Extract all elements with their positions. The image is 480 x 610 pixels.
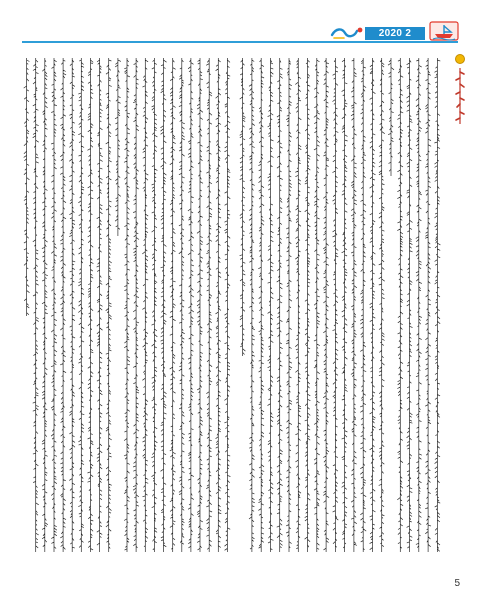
sun-bullet-icon xyxy=(455,54,465,64)
script-line xyxy=(370,58,376,552)
issue-badge: 2020 2 xyxy=(365,27,425,40)
script-line xyxy=(286,58,292,552)
script-line xyxy=(397,58,403,552)
script-line xyxy=(161,58,167,552)
script-line xyxy=(258,58,264,552)
script-line xyxy=(78,58,84,552)
script-line xyxy=(351,58,357,552)
script-line xyxy=(224,58,230,552)
script-line xyxy=(277,58,283,552)
script-line xyxy=(206,58,212,552)
script-line xyxy=(314,58,320,552)
script-line xyxy=(434,58,440,552)
script-line xyxy=(197,58,203,552)
script-line xyxy=(179,58,185,552)
script-lines xyxy=(240,58,441,552)
script-line xyxy=(24,58,30,316)
script-line xyxy=(360,58,366,552)
magazine-logo-icon xyxy=(330,24,364,40)
script-line xyxy=(142,58,148,552)
script-line xyxy=(188,58,194,552)
script-line xyxy=(249,58,255,552)
script-line xyxy=(416,58,422,552)
section-title-script xyxy=(454,68,466,124)
script-line xyxy=(42,58,48,552)
script-line xyxy=(333,58,339,552)
script-line xyxy=(342,58,348,552)
script-line xyxy=(133,58,139,552)
page-number: 5 xyxy=(454,578,460,589)
script-line xyxy=(88,58,94,552)
script-line xyxy=(124,58,130,552)
script-line xyxy=(33,58,39,552)
script-line xyxy=(268,58,274,552)
script-line xyxy=(69,58,75,552)
script-line xyxy=(323,58,329,552)
script-line xyxy=(388,58,394,176)
script-line xyxy=(151,58,157,552)
text-column-left xyxy=(22,56,232,556)
script-line xyxy=(51,58,57,552)
ship-emblem-icon xyxy=(427,20,461,42)
text-column-right xyxy=(238,56,442,556)
script-line xyxy=(170,58,176,552)
header-rule xyxy=(22,41,458,43)
script-line xyxy=(115,58,121,236)
script-line xyxy=(407,58,413,552)
script-line xyxy=(425,58,431,552)
script-line xyxy=(240,58,246,356)
script-line xyxy=(60,58,66,552)
script-line xyxy=(295,58,301,552)
script-line xyxy=(305,58,311,552)
script-lines xyxy=(24,58,231,552)
script-line xyxy=(216,58,222,552)
script-line xyxy=(379,58,385,552)
script-line xyxy=(97,58,103,552)
page-header xyxy=(0,0,480,50)
script-line xyxy=(106,58,112,552)
